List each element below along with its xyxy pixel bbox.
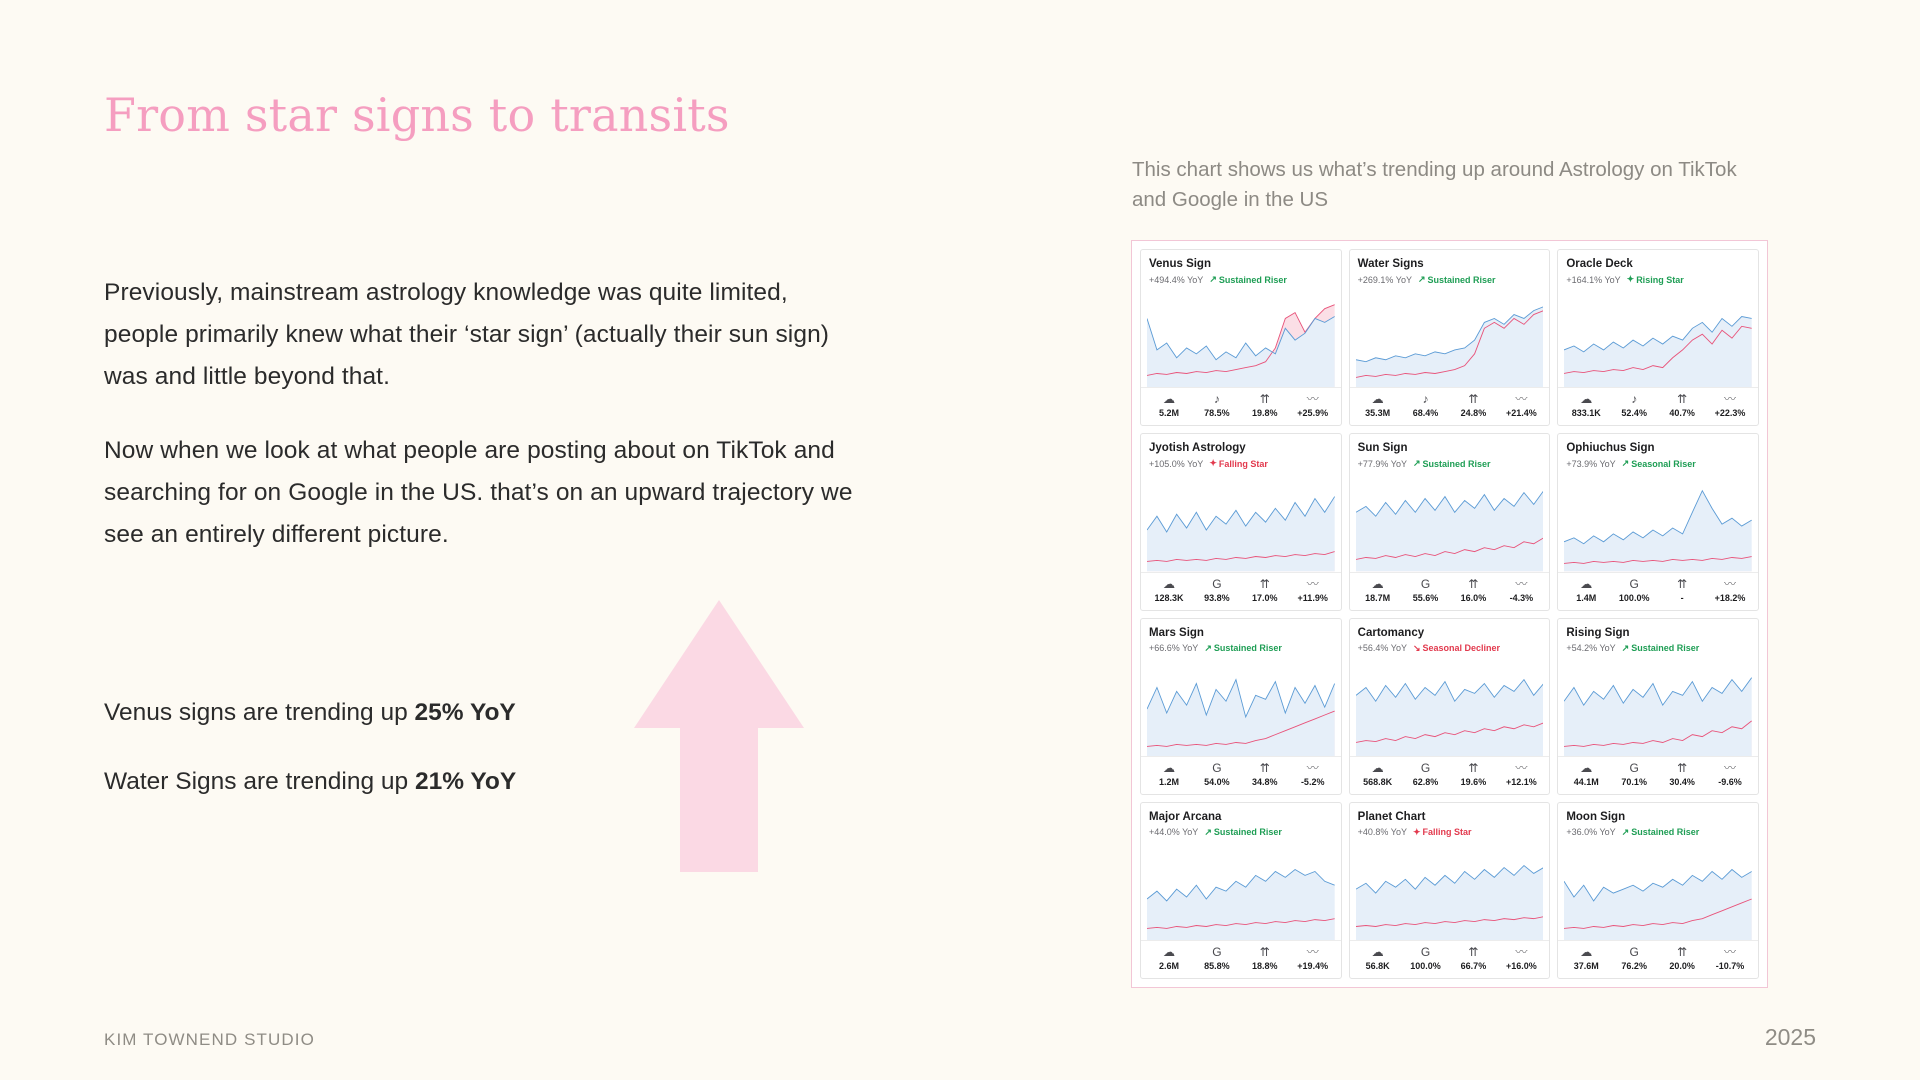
trend-card-subline: [1149, 643, 1333, 654]
sparkline-chart: [1564, 473, 1752, 571]
cloud-icon: ☁: [1371, 945, 1384, 959]
trend-card-yoy: +494.4% YoY: [1149, 274, 1204, 285]
status-icon: ↗: [1621, 458, 1630, 469]
metric-value: 78.5%: [1204, 408, 1230, 419]
trend-card[interactable]: [1557, 249, 1759, 426]
metric-value: -: [1680, 592, 1684, 603]
status-badge: ↗ Sustained Riser: [1209, 274, 1287, 285]
arrow-up-icon: ⇈: [1259, 392, 1270, 407]
trend-card-title: Rising Sign: [1566, 626, 1630, 639]
trend-card-metrics: [1350, 756, 1550, 794]
cloud-icon: ☁: [1580, 576, 1593, 591]
cloud-icon: ☁: [1162, 392, 1175, 407]
trend-card[interactable]: [1140, 618, 1342, 795]
trend-card-subline: [1358, 274, 1542, 285]
arrow-up-icon: ⇈: [1677, 945, 1688, 959]
metric-value-row: [1354, 407, 1546, 420]
cloud-icon: ☁: [1580, 392, 1593, 407]
metric-value: +22.3%: [1714, 408, 1746, 419]
metric-value: +25.9%: [1297, 408, 1329, 419]
trend-card-title: Sun Sign: [1357, 442, 1408, 455]
metric-value-row: [1562, 592, 1754, 605]
trend-card-subline: [1358, 458, 1542, 469]
metric-value: 54.0%: [1204, 776, 1230, 787]
cloud-icon: ☁: [1580, 945, 1593, 959]
metric-icon-row: [1562, 760, 1754, 776]
status-badge: ↘ Seasonal Decliner: [1412, 642, 1501, 653]
metric-value: 34.8%: [1252, 776, 1278, 787]
trend-card-metrics: [1558, 940, 1758, 978]
trend-card-metrics: [1350, 572, 1550, 610]
trend-card-header: [1558, 619, 1758, 656]
trend-icon: 〰: [1515, 576, 1528, 591]
trend-card[interactable]: [1557, 618, 1759, 795]
metric-value: +12.1%: [1505, 776, 1537, 787]
google-icon: G: [1420, 576, 1431, 591]
cloud-icon: ☁: [1162, 945, 1175, 959]
chart-caption: This chart shows us what’s trending up around Astrology on TikTok and Google in the US: [1132, 158, 1737, 211]
trend-card-metrics: [1558, 756, 1758, 794]
status-badge: ↗ Sustained Riser: [1621, 826, 1700, 838]
status-badge: ↗ Sustained Riser: [1204, 826, 1282, 838]
metric-value-row: [1145, 776, 1337, 789]
metric-value: 18.7M: [1365, 592, 1391, 603]
paragraph-2: Now when we look at what people are posting about on TikTok and searching for on Google in the US. that’s on an upward trajectory we see an entirely different picture.: [104, 437, 853, 548]
status-badge: ↗ Sustained Riser: [1621, 642, 1700, 653]
metric-value: 68.4%: [1412, 408, 1439, 419]
metric-value: 100.0%: [1618, 592, 1650, 603]
trend-card-subline: [1149, 274, 1333, 285]
trend-chart-panel: [1131, 240, 1768, 988]
cloud-icon: ☁: [1371, 760, 1384, 775]
status-icon: ✦: [1412, 826, 1421, 837]
sparkline-chart: [1356, 842, 1544, 940]
metric-value-row: [1354, 592, 1546, 605]
trend-card-subline: [1149, 827, 1333, 838]
status-badge: ↗ Sustained Riser: [1417, 274, 1496, 285]
trend-card[interactable]: [1140, 433, 1342, 610]
metric-value: 833.1K: [1571, 408, 1601, 419]
metric-value: 52.4%: [1621, 408, 1647, 419]
cloud-icon: ☁: [1580, 760, 1593, 775]
tiktok-icon: ♪: [1422, 392, 1429, 407]
trend-icon: 〰: [1306, 392, 1319, 407]
metric-value-row: [1145, 592, 1337, 605]
trend-card-header: [1141, 619, 1341, 656]
metric-value: 2.6M: [1158, 961, 1179, 971]
cloud-icon: ☁: [1371, 392, 1384, 407]
arrow-up-icon: ⇈: [1677, 760, 1688, 775]
footer-year: 2025: [1764, 1024, 1816, 1050]
trend-card-yoy: +73.9% YoY: [1566, 458, 1616, 469]
metric-value: 35.3M: [1365, 408, 1391, 419]
trend-icon: 〰: [1515, 760, 1528, 775]
metric-value-row: [1562, 407, 1754, 420]
tiktok-icon: ♪: [1631, 392, 1638, 407]
metric-value: -5.2%: [1300, 776, 1325, 787]
metric-value: -10.7%: [1715, 961, 1745, 971]
metric-value: 76.2%: [1621, 961, 1647, 971]
trend-card[interactable]: [1349, 802, 1551, 979]
metric-value-row: [1145, 407, 1337, 420]
status-icon: ↗: [1412, 458, 1421, 469]
metric-value-row: [1562, 776, 1754, 789]
google-icon: G: [1212, 576, 1222, 591]
status-icon: ✦: [1626, 274, 1635, 284]
status-badge: ↗ Sustained Riser: [1412, 458, 1491, 469]
footer-studio: KIM TOWNEND STUDIO: [104, 1030, 315, 1049]
trend-card[interactable]: [1140, 802, 1342, 979]
sparkline-chart: [1564, 842, 1752, 940]
sparkline-chart: [1147, 842, 1335, 940]
trend-icon: 〰: [1306, 760, 1319, 775]
status-icon: ↗: [1209, 274, 1217, 284]
sparkline-chart: [1564, 658, 1752, 756]
arrow-up-icon: ⇈: [1677, 576, 1688, 591]
status-badge: ↗ Sustained Riser: [1204, 642, 1282, 653]
trend-card-yoy: +77.9% YoY: [1357, 458, 1407, 469]
metric-value: 1.2M: [1158, 776, 1179, 787]
trend-card-metrics: [1558, 387, 1758, 425]
status-badge: ↗ Seasonal Riser: [1621, 458, 1696, 469]
sparkline-chart: [1147, 289, 1335, 387]
trend-card-grid: [1140, 249, 1759, 979]
status-icon: ↗: [1621, 826, 1630, 837]
metric-value-row: [1354, 960, 1546, 973]
sparkline-chart: [1356, 658, 1544, 756]
trend-card-subline: [1566, 458, 1750, 469]
metric-value: -4.3%: [1509, 592, 1534, 603]
trend-card-title: Water Signs: [1357, 258, 1424, 270]
trend-icon: 〰: [1724, 945, 1737, 959]
metric-value: +21.4%: [1505, 408, 1537, 419]
google-icon: G: [1420, 945, 1431, 959]
trend-card-metrics: [1141, 940, 1341, 978]
trend-card-header: [1558, 803, 1758, 840]
up-arrow-icon: [634, 600, 804, 872]
trend-card-subline: [1566, 827, 1750, 838]
metric-value: 40.7%: [1669, 408, 1695, 419]
stat-water-text: Water Signs are trending up: [104, 768, 415, 795]
trend-card-header: [1350, 803, 1550, 840]
status-badge: ✦ Rising Star: [1626, 274, 1684, 285]
status-icon: ↗: [1204, 642, 1212, 653]
metric-value: +11.9%: [1297, 592, 1328, 603]
sparkline-chart: [1356, 473, 1544, 571]
metric-value-row: [1145, 960, 1337, 973]
metric-value: 568.8K: [1363, 776, 1393, 787]
stat-venus-value: 25% YoY: [414, 699, 516, 726]
trend-card[interactable]: [1140, 249, 1342, 426]
trend-card-subline: [1566, 274, 1750, 285]
status-badge: ✦ Falling Star: [1412, 826, 1472, 838]
metric-icon-row: [1354, 391, 1546, 407]
body-text: [104, 272, 864, 588]
arrow-up-icon: ⇈: [1259, 576, 1270, 591]
trend-card[interactable]: [1557, 433, 1759, 610]
trend-card-metrics: [1141, 572, 1341, 610]
metric-icon-row: [1145, 760, 1337, 776]
metric-icon-row: [1562, 576, 1754, 592]
stat-venus-text: Venus signs are trending up: [104, 699, 415, 726]
metric-value: -9.6%: [1718, 776, 1742, 787]
trend-icon: 〰: [1724, 576, 1737, 591]
google-icon: G: [1212, 945, 1222, 959]
metric-value: +18.2%: [1714, 592, 1746, 603]
google-icon: G: [1629, 576, 1639, 591]
page-title: From star signs to transits: [104, 88, 730, 142]
metric-value: 70.1%: [1621, 776, 1647, 787]
trend-card-header: [1350, 619, 1550, 656]
trend-card-yoy: +105.0% YoY: [1149, 458, 1204, 469]
status-icon: ↗: [1204, 826, 1212, 837]
cloud-icon: ☁: [1162, 576, 1175, 591]
trend-card-metrics: [1141, 387, 1341, 425]
trend-card-yoy: +36.0% YoY: [1566, 827, 1616, 838]
metric-value: 66.7%: [1460, 961, 1487, 971]
trend-card-title: Venus Sign: [1149, 258, 1211, 270]
trend-card-metrics: [1350, 940, 1550, 978]
status-icon: ↗: [1621, 642, 1630, 653]
trend-card-yoy: +66.6% YoY: [1149, 643, 1199, 653]
trend-card-title: Oracle Deck: [1566, 258, 1633, 270]
metric-value: 20.0%: [1669, 961, 1695, 971]
trend-card-title: Jyotish Astrology: [1149, 442, 1246, 455]
metric-value: 19.6%: [1460, 776, 1487, 787]
metric-value: 30.4%: [1669, 776, 1695, 787]
status-icon: ✦: [1209, 458, 1217, 469]
trend-card-subline: [1149, 458, 1333, 469]
metric-value: +19.4%: [1297, 961, 1329, 971]
trend-card-title: Cartomancy: [1357, 626, 1425, 639]
trend-card-title: Ophiuchus Sign: [1566, 442, 1655, 455]
trend-card-header: [1141, 803, 1341, 840]
arrow-up-icon: ⇈: [1468, 945, 1479, 959]
trend-card-title: Mars Sign: [1149, 626, 1204, 639]
tiktok-icon: ♪: [1213, 392, 1220, 407]
arrow-up-icon: ⇈: [1468, 760, 1479, 775]
metric-value: 1.4M: [1576, 592, 1597, 603]
trend-card-metrics: [1558, 572, 1758, 610]
arrow-up-icon: ⇈: [1259, 945, 1270, 959]
trend-icon: 〰: [1515, 392, 1528, 407]
metric-value: 56.8K: [1365, 961, 1390, 971]
google-icon: G: [1629, 760, 1639, 775]
paragraph-1: Previously, mainstream astrology knowledge was quite limited, people primarily knew what their ‘star sign’ (actually their sun sign) was and little beyond that.: [104, 279, 830, 390]
trend-card[interactable]: [1557, 802, 1759, 979]
metric-value: 128.3K: [1154, 592, 1184, 603]
trend-card-header: [1350, 434, 1550, 471]
trend-card-subline: [1358, 643, 1542, 654]
trend-icon: 〰: [1306, 945, 1319, 959]
trend-card-header: [1558, 434, 1758, 471]
metric-value-row: [1562, 960, 1754, 973]
trend-card[interactable]: [1349, 433, 1551, 610]
trend-card[interactable]: [1349, 249, 1551, 426]
trend-card-header: [1558, 250, 1758, 287]
trend-card-yoy: +164.1% YoY: [1566, 274, 1621, 285]
arrow-up-icon: ⇈: [1468, 576, 1479, 591]
trend-card-header: [1350, 250, 1550, 287]
metric-icon-row: [1354, 576, 1546, 592]
trend-card-yoy: +269.1% YoY: [1357, 274, 1412, 285]
trend-card-title: Moon Sign: [1566, 810, 1626, 823]
trend-card-subline: [1566, 643, 1750, 654]
google-icon: G: [1420, 760, 1431, 775]
sparkline-chart: [1564, 289, 1752, 387]
metric-icon-row: [1354, 944, 1546, 960]
trend-card-subline: [1358, 827, 1542, 838]
trend-icon: 〰: [1724, 392, 1737, 407]
metric-icon-row: [1145, 391, 1337, 407]
trend-card-yoy: +44.0% YoY: [1149, 827, 1199, 838]
arrow-up-icon: ⇈: [1677, 392, 1688, 407]
sparkline-chart: [1147, 473, 1335, 571]
cloud-icon: ☁: [1371, 576, 1384, 591]
trend-card-title: Major Arcana: [1149, 810, 1222, 823]
trend-card-metrics: [1350, 387, 1550, 425]
arrow-up-icon: ⇈: [1468, 392, 1479, 407]
status-badge: ✦ Falling Star: [1209, 458, 1268, 469]
metric-icon-row: [1354, 760, 1546, 776]
metric-value: +16.0%: [1505, 961, 1537, 971]
trend-card-metrics: [1141, 756, 1341, 794]
metric-icon-row: [1145, 944, 1337, 960]
metric-value: 19.8%: [1252, 408, 1278, 419]
trend-icon: 〰: [1515, 945, 1528, 959]
metric-value: 24.8%: [1460, 408, 1487, 419]
trend-card-yoy: +40.8% YoY: [1357, 827, 1407, 838]
trend-card-header: [1141, 250, 1341, 287]
metric-value: 93.8%: [1204, 592, 1230, 603]
metric-value: 17.0%: [1252, 592, 1278, 603]
cloud-icon: ☁: [1162, 760, 1175, 775]
arrow-up-icon: ⇈: [1259, 760, 1270, 775]
status-icon: ↘: [1412, 642, 1421, 653]
sparkline-chart: [1356, 289, 1544, 387]
metric-icon-row: [1562, 944, 1754, 960]
trend-card[interactable]: [1349, 618, 1551, 795]
google-icon: G: [1629, 945, 1639, 959]
metric-icon-row: [1562, 391, 1754, 407]
trend-card-title: Planet Chart: [1357, 810, 1426, 823]
google-icon: G: [1212, 760, 1222, 775]
metric-value-row: [1354, 776, 1546, 789]
trend-card-header: [1141, 434, 1341, 471]
trend-icon: 〰: [1724, 760, 1737, 775]
metric-value: 62.8%: [1412, 776, 1439, 787]
sparkline-chart: [1147, 658, 1335, 756]
metric-value: 44.1M: [1573, 776, 1599, 787]
metric-value: 85.8%: [1204, 961, 1230, 971]
status-icon: ↗: [1417, 274, 1426, 284]
metric-value: 37.6M: [1573, 961, 1599, 971]
metric-value: 55.6%: [1412, 592, 1439, 603]
metric-value: 18.8%: [1252, 961, 1278, 971]
trend-card-yoy: +56.4% YoY: [1357, 643, 1407, 653]
metric-value: 100.0%: [1410, 961, 1441, 971]
stat-water-value: 21% YoY: [414, 768, 517, 795]
metric-icon-row: [1145, 576, 1337, 592]
metric-value: 16.0%: [1460, 592, 1487, 603]
trend-icon: 〰: [1306, 576, 1319, 591]
metric-value: 5.2M: [1158, 408, 1179, 419]
trend-card-yoy: +54.2% YoY: [1566, 643, 1616, 653]
